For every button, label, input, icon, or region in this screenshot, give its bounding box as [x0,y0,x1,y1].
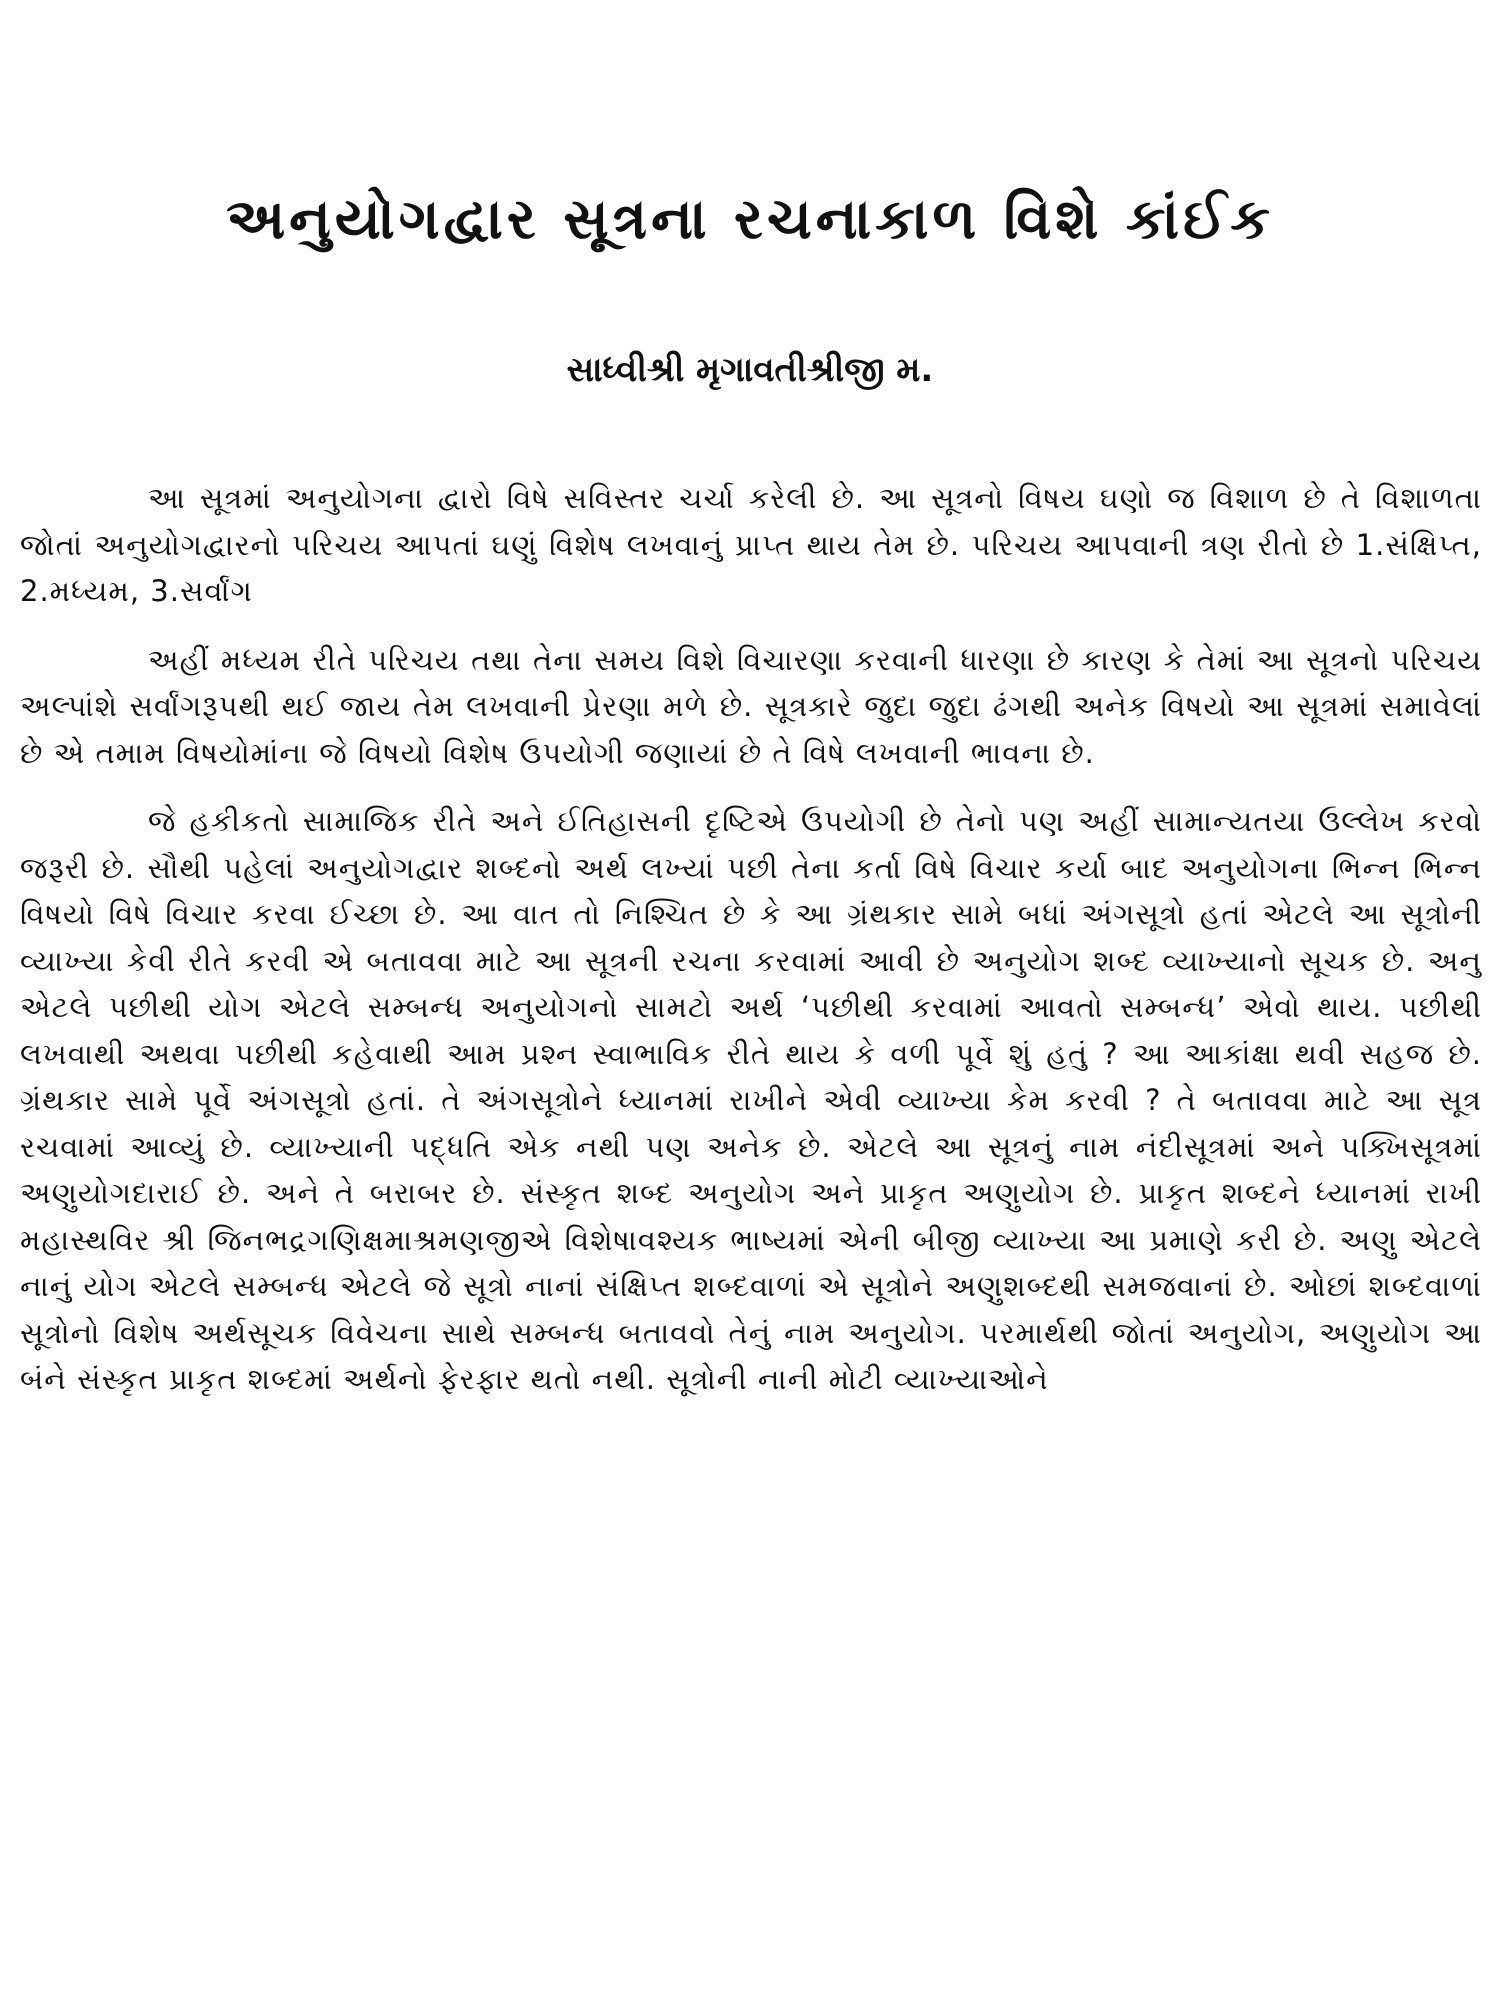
article-body [20,475,1482,1425]
author-name: સાધ્વીશ્રી મૃગાવતીશ્રીજી મ. [566,350,934,390]
paragraph-3: જે હકીકતો સામાજિક રીતે અને ઈતિહાસની દૃષ્ટિએ ઉપયોગી છે તેનો પણ અહીં સામાન્યતયા ઉલ્લેખ કરવો જરૂરી છે. સૌથી પહેલાં અનુયોગદ્વાર શબ્દનો અર્થ લખ્યાં પછી તેના કર્તા વિષે વિચાર કર્યા બાદ અનુયોગના ભિન્ન ભિન્ન વિષયો વિષે વિચાર કરવા ઈચ્છા છે. આ વાત તો નિશ્ચિત છે કે આ ગ્રંથકાર સામે બધાં અંગસૂત્રો હતાં એટલે આ સૂત્રોની વ્યાખ્યા કેવી રીતે કરવી એ બતાવવા માટે આ સૂત્રની રચના કરવામાં આવી છે અનુયોગ શબ્દ વ્યાખ્યાનો સૂચક છે. અનુ એટલે પછીથી યોગ એટલે સમ્બન્ધ અનુયોગનો સામટો અર્થ ‘પછીથી કરવામાં આવતો સમ્બન્ધ’ એવો થાય. પછીથી લખવાથી અથવા પછીથી કહેવાથી આમ પ્રશ્ન સ્વાભાવિક રીતે થાય કે વળી પૂર્વે શું હતું ? આ આકાંક્ષા થવી સહજ છે. ગ્રંથકાર સામે પૂર્વે અંગસૂત્રો હતાં. તે અંગસૂત્રોને ધ્યાનમાં રાખીને એવી વ્યાખ્યા કેમ કરવી ? તે બતાવવા માટે આ સૂત્ર રચવામાં આવ્યું છે. વ્યાખ્યાની પદ્ધતિ એક નથી પણ અનેક છે. એટલે આ સૂત્રનું નામ નંદીસૂત્રમાં અને પક્ખિસૂત્રમાં અણુયોગદારાઈ છે. અને તે બરાબર છે. સંસ્કૃત શબ્દ અનુયોગ અને પ્રાકૃત અણુયોગ છે. પ્રાકૃત શબ્દને ધ્યાનમાં રાખી મહાસ્થવિર શ્રી જિનભદ્રગણિક્ષમાશ્રમણજીએ વિશેષાવશ્યક ભાષ્યમાં એની બીજી વ્યાખ્યા આ પ્રમાણે કરી છે. અણુ એટલે નાનું યોગ એટલે સમ્બન્ધ એટલે જે સૂત્રો નાનાં સંક્ષિપ્ત શબ્દવાળાં એ સૂત્રોને અણુશબ્દથી સમજવાનાં છે. ઓછાં શબ્દવાળાં સૂત્રોનો વિશેષ અર્થસૂચક વિવેચના સાથે સમ્બન્ધ બતાવવો તેનું નામ અનુયોગ. પરમાર્થથી જોતાં અનુયોગ, અણુયોગ આ બંને સંસ્કૃત પ્રાકૃત શબ્દમાં અર્થનો ફેરફાર થતો નથી. સૂત્રોની નાની મોટી વ્યાખ્યાઓને [20,804,1482,1396]
paragraph-1: આ સૂત્રમાં અનુયોગના દ્વારો વિષે સવિસ્તર ચર્ચા કરેલી છે. આ સૂત્રનો વિષય ઘણો જ વિશાળ છે તે વિશાળતા જોતાં અનુયોગદ્વારનો પરિચય આપતાં ઘણું વિશેષ લખવાનું પ્રાપ્ત થાય તેમ છે. પરિચય આપવાની ત્રણ રીતો છે 1.સંક્ષિપ્ત, 2.મધ્યમ, 3.સર્વાંગ [20,481,1482,608]
paragraph-2: અહીં મધ્યમ રીતે પરિચય તથા તેના સમય વિશે વિચારણા કરવાની ધારણા છે કારણ કે તેમાં આ સૂત્રનો પરિચય અલ્પાંશે સર્વાંગરૂપથી થઈ જાય તેમ લખવાની પ્રેરણા મળે છે. સૂત્રકારે જુદા જુદા ઢંગથી અનેક વિષયો આ સૂત્રમાં સમાવેલાં છે એ તમામ વિષયોમાંના જે વિષયો વિશેષ ઉપયોગી જણાયાં છે તે વિષે લખવાની ભાવના છે. [20,642,1482,770]
article-title: અનુયોગદ્વાર સૂત્રના રચનાકાળ વિશે કાંઈક [226,187,1274,252]
